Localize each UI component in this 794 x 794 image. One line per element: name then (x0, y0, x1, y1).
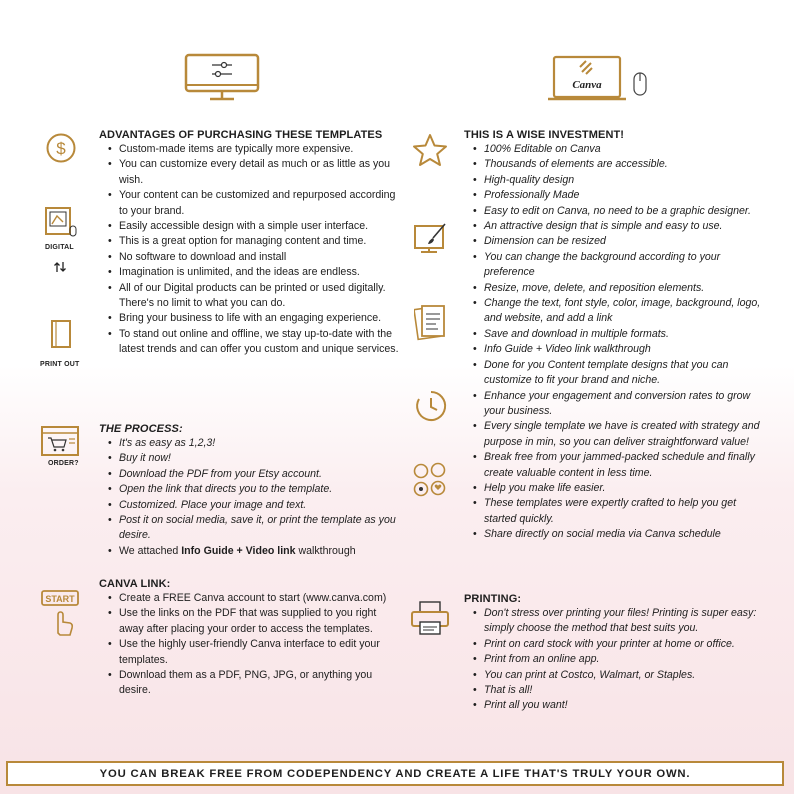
process-list (99, 436, 399, 559)
start-label: START (45, 594, 75, 604)
arrows-icon (53, 260, 67, 274)
list-item: • Change the text, font style, color, image, background, logo, and website, and add a link (484, 296, 764, 327)
process-last-suffix: walkthrough (295, 544, 356, 557)
list-item: • All of our Digital products can be printed or used digitally. There's no limit to what you can do. (119, 281, 399, 312)
process-last-bold: Info Guide + Video link (181, 544, 296, 557)
list-item: • Done for you Content template designs that you can customize to fit your brand and niche. (484, 358, 764, 389)
investment-list (464, 142, 764, 543)
printing-list (464, 606, 764, 714)
monitor-settings-icon (184, 53, 260, 103)
list-item: • Don't stress over printing your files! Printing is super easy: simply choose the method that best suits you. (484, 606, 764, 637)
documents-icon (414, 302, 448, 342)
printing-section (464, 593, 764, 714)
list-item: • Print on card stock with your printer at home or office. (484, 637, 764, 652)
clock-icon (414, 389, 448, 423)
investment-title: THIS IS A WISE INVESTMENT! (464, 129, 625, 141)
list-item: • Post it on social media, save it, or print the template as you desire. (119, 513, 399, 544)
list-item: • Bring your business to life with an engaging experience. (119, 311, 399, 326)
list-item: • Download them as a PDF, PNG, JPG, or anything you desire. (119, 668, 399, 699)
list-item: • Dimension can be resized (484, 234, 764, 249)
design-brush-icon (413, 222, 449, 256)
list-item: • Info Guide + Video link walkthrough (484, 342, 764, 357)
list-item: • You can customize every detail as much or as little as you wish. (119, 157, 399, 188)
list-item: • Professionally Made (484, 188, 764, 203)
list-item: • Share directly on social media via Canva schedule (484, 527, 764, 542)
list-item: • Thousands of elements are accessible. (484, 157, 764, 172)
list-item: • Print from an online app. (484, 652, 764, 667)
printer-icon (410, 600, 452, 636)
list-item: • Customized. Place your image and text. (119, 498, 399, 513)
star-icon (412, 133, 448, 167)
social-reactions-icon (412, 462, 448, 498)
printout-label: PRINT OUT (40, 361, 80, 368)
book-icon (50, 319, 72, 349)
list-item: • Save and download in multiple formats. (484, 327, 764, 342)
list-item: • An attractive design that is simple and easy to use. (484, 219, 764, 234)
list-item: • That is all! (484, 683, 764, 698)
list-item: • Use the highly user-friendly Canva interface to edit your templates. (119, 637, 399, 668)
shopping-cart-icon (40, 425, 82, 459)
list-item (119, 544, 399, 559)
list-item: • You can change the background according to your preference (484, 250, 764, 281)
list-item: • Resize, move, delete, and reposition elements. (484, 281, 764, 296)
list-item: • Buy it now! (119, 451, 399, 466)
list-item: • Every single template we have is created with strategy and purpose in min, so you can deliver straightforward value! (484, 419, 764, 450)
list-item: • Imagination is unlimited, and the ideas are endless. (119, 265, 399, 280)
list-item: • 100% Editable on Canva (484, 142, 764, 157)
list-item: • Your content can be customized and repurposed according to your brand. (119, 188, 399, 219)
list-item: • You can print at Costco, Walmart, or Staples. (484, 668, 764, 683)
list-item: • Enhance your engagement and conversion rates to grow your business. (484, 389, 764, 420)
list-item: • This is a great option for managing content and time. (119, 234, 399, 249)
list-item: • Easy to edit on Canva, no need to be a graphic designer. (484, 204, 764, 219)
list-item: • Print all you want! (484, 698, 764, 713)
process-title: THE PROCESS: (99, 423, 183, 435)
advantages-section (99, 129, 399, 358)
start-button-icon (40, 589, 80, 639)
list-item: • To stand out online and offline, we stay up-to-date with the latest trends and can offer you custom and unique services. (119, 327, 399, 358)
process-section (99, 423, 399, 559)
advantages-title: ADVANTAGES OF PURCHASING THESE TEMPLATES (99, 129, 383, 141)
canva-logo-text: Canva (572, 79, 602, 91)
canva-link-section (99, 578, 399, 699)
list-item: • Help you make life easier. (484, 481, 764, 496)
list-item: • Download the PDF from your Etsy account. (119, 467, 399, 482)
list-item: • Use the links on the PDF that was supplied to you right away after placing your order to access the templates. (119, 606, 399, 637)
list-item: • These templates were expertly crafted to help you get started quickly. (484, 496, 764, 527)
canva-link-list (99, 591, 399, 699)
laptop-canva-icon (548, 55, 652, 105)
list-item: • Custom-made items are typically more expensive. (119, 142, 399, 157)
digital-device-icon (43, 206, 79, 238)
investment-section (464, 129, 764, 543)
advantages-list (99, 142, 399, 358)
process-last-prefix: We attached (119, 544, 182, 557)
canva-link-title: CANVA LINK: (99, 578, 171, 590)
list-item: • Easily accessible design with a simple user interface. (119, 219, 399, 234)
list-item: • High-quality design (484, 173, 764, 188)
list-item: • Create a FREE Canva account to start (www.canva.com) (119, 591, 399, 606)
list-item: • Open the link that directs you to the template. (119, 482, 399, 497)
list-item: • Break free from your jammed-packed schedule and finally create valuable content in less time. (484, 450, 764, 481)
list-item: • It's as easy as 1,2,3! (119, 436, 399, 451)
digital-label: DIGITAL (45, 244, 74, 251)
footer-text: YOU CAN BREAK FREE FROM CODEPENDENCY AND CREATE A LIFE THAT'S TRULY YOUR OWN. (99, 767, 691, 780)
list-item: • No software to download and install (119, 250, 399, 265)
order-label: ORDER? (48, 460, 79, 467)
svg-text:$: $ (56, 139, 66, 158)
printing-title: PRINTING: (464, 593, 522, 605)
footer-banner (6, 761, 784, 786)
dollar-icon (45, 132, 77, 164)
